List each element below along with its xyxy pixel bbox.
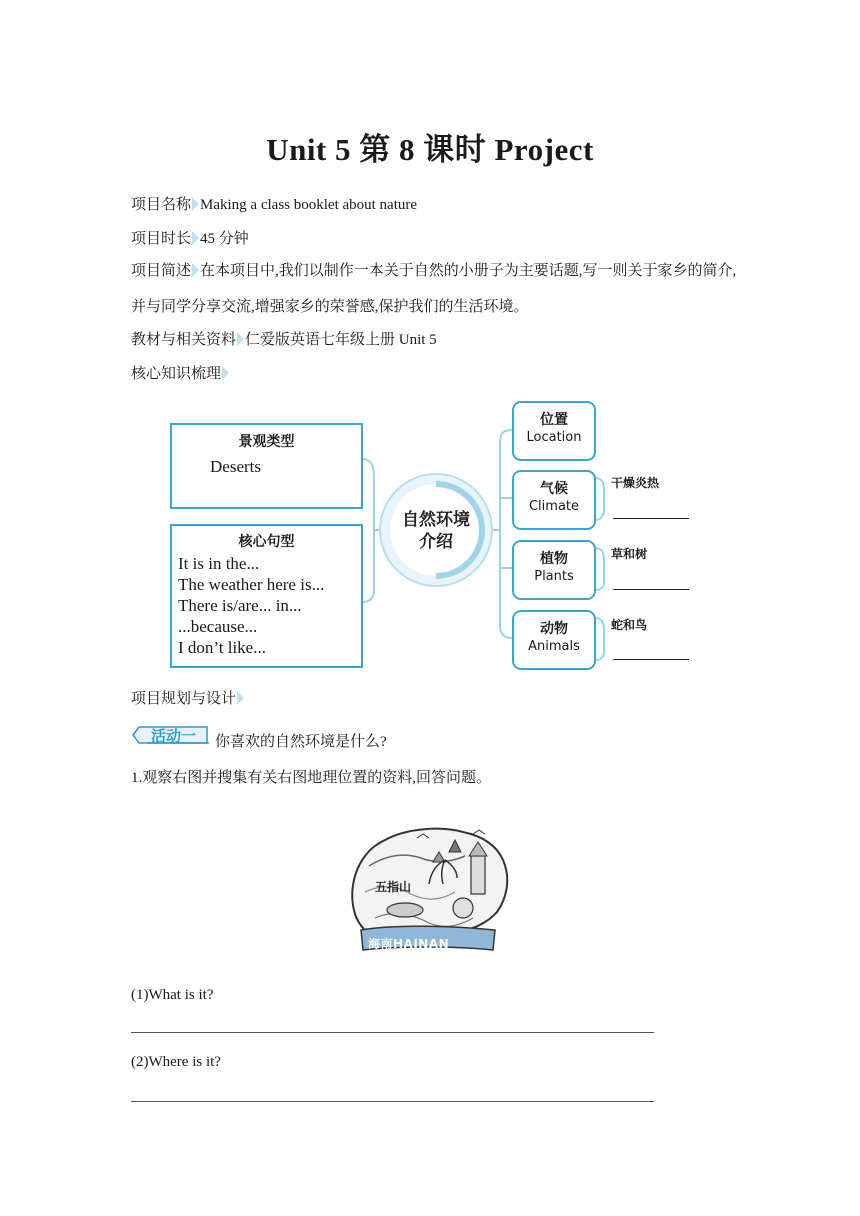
map-mountain-label: 五指山 [375, 880, 412, 894]
center-label-line-2: 介绍 [419, 532, 453, 552]
project-name-label: 项目名称 [131, 197, 192, 213]
design-line [131, 689, 245, 709]
climate-blank [613, 518, 689, 519]
question-2: (2)Where is it? [131, 1054, 221, 1070]
sentence-line: It is in the... [178, 554, 260, 573]
project-summary-label: 项目简述 [131, 263, 192, 279]
page-title: Unit 5 第 8 课时 Project [266, 132, 594, 167]
materials-label: 教材与相关资料 [131, 332, 237, 348]
question-1: (1)What is it? [131, 987, 214, 1003]
answer-line-2[interactable] [131, 1101, 654, 1102]
animals-blank [613, 659, 689, 660]
branch-en: Location [526, 430, 582, 445]
branch-zh: 位置 [540, 412, 568, 428]
plants-blank [613, 589, 689, 590]
sentence-line: The weather here is... [178, 575, 325, 594]
project-duration-value: 45 分钟 [200, 231, 249, 247]
design-label: 项目规划与设计 [131, 691, 237, 707]
branch-en: Animals [528, 639, 580, 654]
sentences-title: 核心句型 [238, 534, 295, 550]
branch-location [512, 401, 596, 461]
arrow-icon [237, 691, 244, 705]
sentence-line: There is/are... in... [178, 596, 302, 615]
materials-value: 仁爱版英语七年级上册 Unit 5 [245, 332, 437, 348]
branch-zh: 气候 [540, 481, 568, 497]
project-summary-value: 在本项目中,我们以制作一本关于自然的小册子为主要话题,写一则关于家乡的简介,并与同学分享交流,增强家乡的荣誉感,保护我们的生活环境。 [131, 263, 737, 315]
activity-badge-label: 活动一 [151, 727, 197, 745]
branch-climate [512, 470, 596, 530]
landscape-title: 景观类型 [238, 434, 295, 450]
branch-en: Plants [534, 569, 574, 584]
branch-en: Climate [528, 499, 580, 514]
branch-zh: 动物 [540, 621, 568, 637]
animals-note: 蛇和鸟 [611, 618, 648, 632]
landscape-box [170, 423, 363, 509]
activity-question: 你喜欢的自然环境是什么? [215, 734, 387, 750]
task-1-instruction: 1.观察右图并搜集有关右图地理位置的资料,回答问题。 [131, 770, 492, 786]
map-banner-label: 海南HAINAN [368, 937, 450, 951]
sentence-line: ...because... [178, 617, 258, 636]
center-label-line-1: 自然环境 [402, 510, 470, 530]
center-node-label [396, 509, 476, 553]
project-duration-label: 项目时长 [131, 231, 192, 247]
project-name-value: Making a class booklet about nature [200, 197, 418, 213]
landscape-value: Deserts [210, 457, 261, 476]
branch-zh: 植物 [540, 551, 568, 567]
plants-note: 草和树 [611, 547, 648, 561]
core-knowledge-label: 核心知识梳理 [131, 366, 222, 382]
answer-line-1[interactable] [131, 1032, 654, 1033]
climate-note: 干燥炎热 [611, 476, 660, 490]
sentences-box [170, 524, 363, 668]
sentences-list [178, 553, 361, 658]
branch-plants [512, 540, 596, 600]
branch-animals [512, 610, 596, 670]
sentence-line: I don’t like... [178, 638, 266, 657]
